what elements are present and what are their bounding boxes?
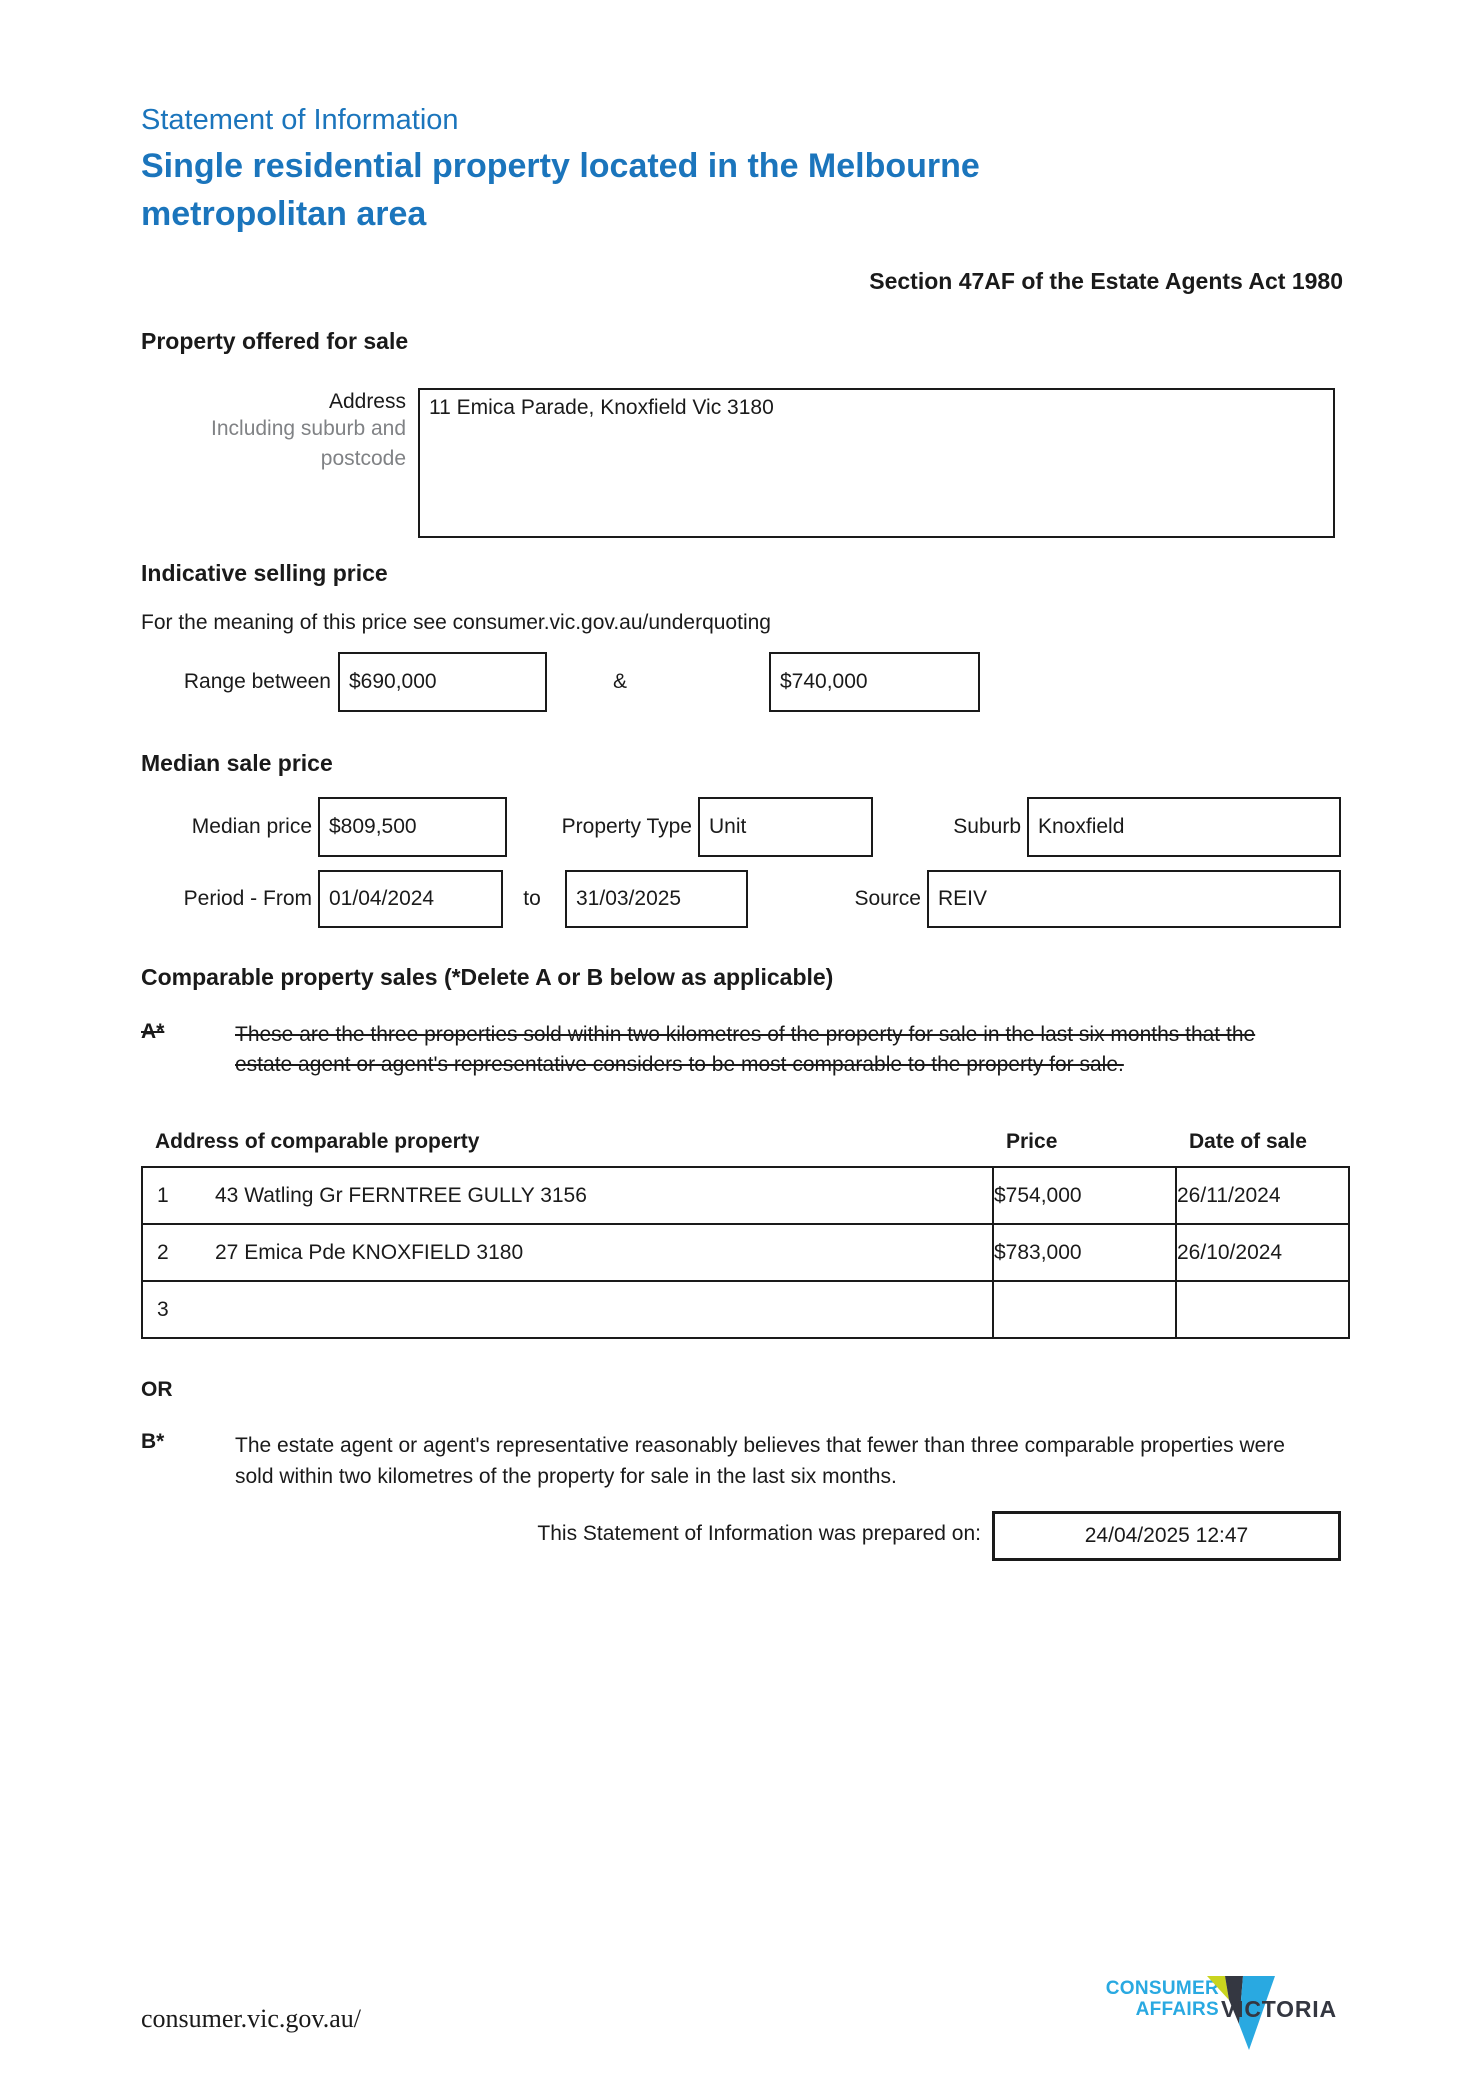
row-number: 3 (157, 1297, 169, 1321)
prepared-on-value: 24/04/2025 12:47 (1084, 1524, 1249, 1547)
table-header-address: Address of comparable property (155, 1130, 480, 1153)
property-type-value: Unit (709, 815, 747, 838)
underquoting-note: For the meaning of this price see consumer.vic.gov.au/underquoting (141, 611, 771, 634)
document-subtitle: Statement of Information (141, 104, 459, 136)
ampersand: & (612, 670, 627, 693)
prepared-on-field (992, 1511, 1341, 1561)
page-title: Single residential property located in the Melbourne metropolitan area (141, 147, 980, 234)
address-value: 11 Emica Parade, Knoxfield Vic 3180 (429, 396, 774, 419)
range-between-label: Range between (183, 670, 331, 693)
row-address: 43 Watling Gr FERNTREE GULLY 3156 (215, 1183, 587, 1207)
table-header-price: Price (1006, 1130, 1058, 1153)
option-b-label: B* (141, 1430, 165, 1453)
comparable-sales-table (141, 1166, 1350, 1339)
range-from-field (338, 652, 547, 712)
section-heading-median-price: Median sale price (141, 750, 333, 776)
row-date (1176, 1281, 1349, 1338)
consumer-affairs-victoria-logo (1080, 1976, 1370, 2082)
row-number: 1 (157, 1183, 169, 1207)
table-header-date: Date of sale (1189, 1130, 1307, 1153)
suburb-value: Knoxfield (1038, 815, 1125, 838)
option-b-text: The estate agent or agent's representative reasonably believes that fewer than three comparable properties were sold within two kilometres of the property for sale in the last six months. (235, 1434, 1285, 1488)
median-price-label: Median price (191, 815, 312, 838)
row-price (993, 1281, 1176, 1338)
period-from-label: Period - From (183, 887, 312, 910)
source-label: Source (854, 887, 921, 910)
address-sublabel: Including suburb and postcode (211, 417, 406, 470)
address-label (141, 390, 406, 474)
property-type-label: Property Type (561, 815, 692, 838)
period-to-label: to (523, 887, 541, 910)
row-price: $754,000 (993, 1167, 1176, 1224)
table-row (142, 1281, 1349, 1338)
row-date: 26/11/2024 (1176, 1167, 1349, 1224)
prepared-on-label: This Statement of Information was prepared on: (537, 1522, 981, 1545)
range-to-value: $740,000 (780, 670, 868, 693)
source-field (927, 870, 1341, 928)
median-price-field (318, 797, 507, 857)
median-price-value: $809,500 (329, 815, 417, 838)
period-from-field (318, 870, 503, 928)
address-field (418, 388, 1335, 538)
section-heading-indicative-price: Indicative selling price (141, 560, 388, 586)
logo-affairs-text: AFFAIRS (1135, 1999, 1219, 2020)
range-to-field (769, 652, 980, 712)
period-to-field (565, 870, 748, 928)
row-price: $783,000 (993, 1224, 1176, 1281)
range-from-value: $690,000 (349, 670, 437, 693)
section-heading-property-offered: Property offered for sale (141, 328, 409, 354)
option-a-text: These are the three properties sold within two kilometres of the property for sale in the last six months that the estate agent or agent's representative considers to be most comparable to the property for sale. (235, 1023, 1256, 1076)
or-label: OR (141, 1378, 173, 1401)
table-row (142, 1224, 1349, 1281)
row-number: 2 (157, 1240, 169, 1264)
logo-victoria-text: VICTORIA (1221, 1996, 1337, 2022)
source-value: REIV (938, 887, 988, 910)
period-from-value: 01/04/2024 (329, 887, 435, 910)
table-row (142, 1167, 1349, 1224)
section-reference: Section 47AF of the Estate Agents Act 1980 (869, 268, 1343, 294)
property-type-field (698, 797, 873, 857)
period-to-value: 31/03/2025 (576, 887, 682, 910)
footer-url: consumer.vic.gov.au/ (141, 2004, 361, 2033)
logo-consumer-text: CONSUMER (1105, 1978, 1219, 1999)
section-heading-comparable-sales: Comparable property sales (*Delete A or B below as applicable) (141, 964, 834, 990)
address-label-text: Address (328, 390, 406, 413)
option-a-label: A* (141, 1020, 165, 1043)
row-address: 27 Emica Pde KNOXFIELD 3180 (215, 1240, 524, 1264)
suburb-label: Suburb (953, 815, 1021, 838)
row-date: 26/10/2024 (1176, 1224, 1349, 1281)
suburb-field (1027, 797, 1341, 857)
